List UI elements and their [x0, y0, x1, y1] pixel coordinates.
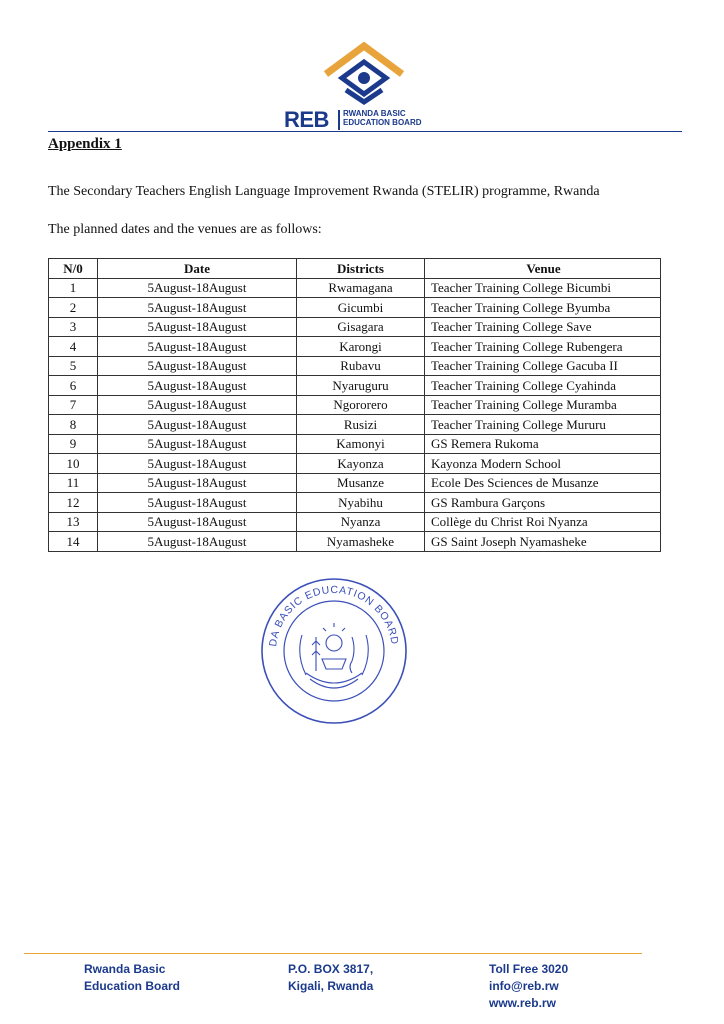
cell-district: Kamonyi [297, 434, 425, 454]
cell-district: Nyanza [297, 512, 425, 532]
cell-date: 5August-18August [98, 376, 297, 396]
cell-district: Gisagara [297, 317, 425, 337]
cell-venue: Teacher Training College Byumba [425, 298, 661, 318]
cell-district: Nyaruguru [297, 376, 425, 396]
cell-number: 8 [49, 415, 98, 435]
logo-divider [338, 110, 340, 130]
header-rule [48, 131, 682, 132]
cell-number: 11 [49, 473, 98, 493]
logo-wordmark: REB [284, 107, 329, 132]
table-row [49, 415, 661, 435]
cell-number: 9 [49, 434, 98, 454]
footer-website-link[interactable]: www.reb.rw [489, 996, 556, 1010]
cell-number: 3 [49, 317, 98, 337]
footer-tollfree: Toll Free 3020 [489, 962, 569, 976]
cell-date: 5August-18August [98, 415, 297, 435]
logo-fullname-line1: RWANDA BASIC [343, 109, 406, 118]
cell-number: 1 [49, 278, 98, 298]
cell-number: 13 [49, 512, 98, 532]
cell-number: 14 [49, 532, 98, 552]
table-row [49, 395, 661, 415]
table-row [49, 512, 661, 532]
table-row [49, 473, 661, 493]
reb-emblem-icon [322, 40, 406, 106]
footer-contact [489, 961, 568, 1012]
cell-district: Kayonza [297, 454, 425, 474]
footer-address [288, 961, 373, 995]
seal-stamp-icon [258, 575, 410, 727]
cell-date: 5August-18August [98, 532, 297, 552]
cell-venue: Teacher Training College Cyahinda [425, 376, 661, 396]
svg-text:RWANDA BASIC EDUCATION BOARD (: DA BASIC EDUCATION BOARD [267, 583, 401, 648]
cell-date: 5August-18August [98, 395, 297, 415]
header-districts: Districts [297, 259, 425, 279]
cell-district: Rwamagana [297, 278, 425, 298]
appendix-title: Appendix 1 [48, 136, 122, 152]
table-row [49, 376, 661, 396]
cell-venue: Teacher Training College Mururu [425, 415, 661, 435]
table-row [49, 454, 661, 474]
cell-date: 5August-18August [98, 298, 297, 318]
cell-district: Nyabihu [297, 493, 425, 513]
cell-venue: Teacher Training College Muramba [425, 395, 661, 415]
footer-org-line2: Education Board [84, 979, 181, 993]
logo-fullname [343, 109, 422, 127]
cell-district: Karongi [297, 337, 425, 357]
cell-date: 5August-18August [98, 278, 297, 298]
cell-date: 5August-18August [98, 356, 297, 376]
table-row [49, 532, 661, 552]
cell-number: 10 [49, 454, 98, 474]
cell-date: 5August-18August [98, 454, 297, 474]
header-date: Date [98, 259, 297, 279]
reb-logo [284, 40, 444, 132]
header-number: N/0 [49, 259, 98, 279]
cell-number: 4 [49, 337, 98, 357]
cell-venue: Teacher Training College Bicumbi [425, 278, 661, 298]
cell-number: 7 [49, 395, 98, 415]
cell-date: 5August-18August [98, 337, 297, 357]
logo-fullname-line2: EDUCATION BOARD [343, 118, 422, 127]
cell-venue: Kayonza Modern School [425, 454, 661, 474]
programme-paragraph: The Secondary Teachers English Language Improvement Rwanda (STELIR) programme, Rwanda [48, 184, 600, 199]
footer-org [84, 961, 180, 995]
cell-venue: Collège du Christ Roi Nyanza [425, 512, 661, 532]
cell-district: Ngororero [297, 395, 425, 415]
cell-date: 5August-18August [98, 434, 297, 454]
table-row [49, 337, 661, 357]
cell-venue: Teacher Training College Save [425, 317, 661, 337]
cell-district: Rusizi [297, 415, 425, 435]
reb-official-seal [258, 575, 410, 727]
footer-address-line1: P.O. BOX 3817, [288, 962, 374, 976]
cell-venue: Teacher Training College Gacuba II [425, 356, 661, 376]
cell-venue: GS Rambura Garçons [425, 493, 661, 513]
footer-address-line2: Kigali, Rwanda [288, 979, 374, 993]
cell-venue: Teacher Training College Rubengera [425, 337, 661, 357]
intro-paragraph: The planned dates and the venues are as follows: [48, 222, 322, 237]
cell-district: Musanze [297, 473, 425, 493]
cell-date: 5August-18August [98, 493, 297, 513]
cell-date: 5August-18August [98, 317, 297, 337]
cell-number: 2 [49, 298, 98, 318]
cell-district: Gicumbi [297, 298, 425, 318]
table-body [49, 278, 661, 551]
footer-email-link[interactable]: info@reb.rw [489, 979, 559, 993]
table-row [49, 356, 661, 376]
cell-number: 6 [49, 376, 98, 396]
cell-number: 5 [49, 356, 98, 376]
table-row [49, 278, 661, 298]
cell-venue: GS Saint Joseph Nyamasheke [425, 532, 661, 552]
cell-number: 12 [49, 493, 98, 513]
cell-venue: GS Remera Rukoma [425, 434, 661, 454]
footer-rule [24, 953, 642, 954]
table-header-row [49, 259, 661, 279]
cell-date: 5August-18August [98, 512, 297, 532]
footer-org-line1: Rwanda Basic [84, 962, 166, 976]
table-row [49, 298, 661, 318]
table-row [49, 493, 661, 513]
header-venue: Venue [425, 259, 661, 279]
cell-date: 5August-18August [98, 473, 297, 493]
cell-venue: Ecole Des Sciences de Musanze [425, 473, 661, 493]
table-row [49, 317, 661, 337]
cell-district: Nyamasheke [297, 532, 425, 552]
cell-district: Rubavu [297, 356, 425, 376]
venues-table [48, 258, 661, 552]
table-row [49, 434, 661, 454]
